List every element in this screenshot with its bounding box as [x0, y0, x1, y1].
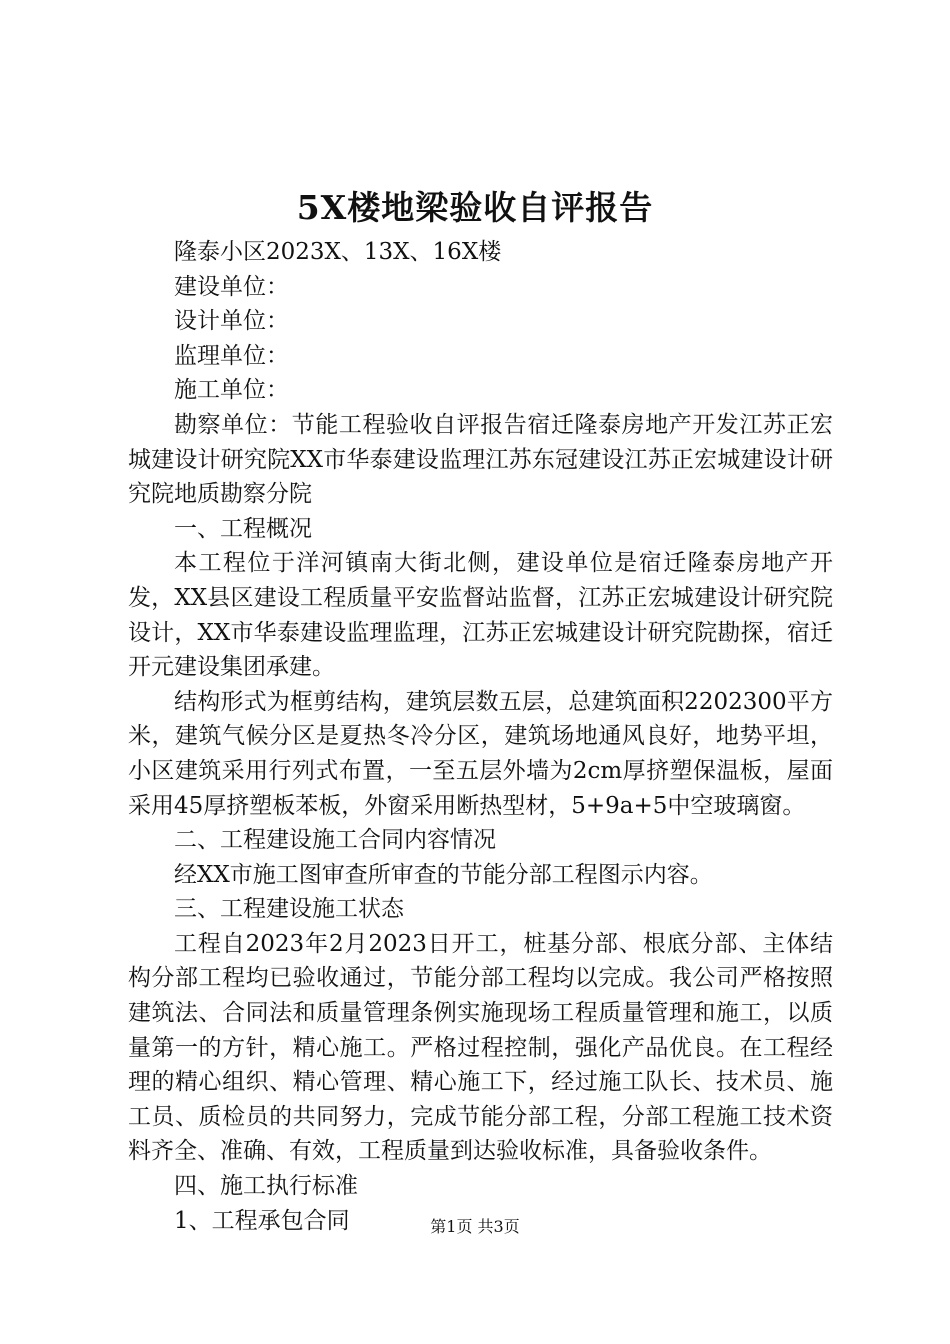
section-heading-standards: 四、施工执行标准 — [174, 1173, 358, 1200]
paragraph-design-unit: 设计单位： — [174, 308, 289, 335]
paragraph-owner-unit: 建设单位： — [174, 273, 289, 300]
section-heading-contract: 二、工程建设施工合同内容情况 — [174, 827, 496, 854]
paragraph-contract: 经XX市施工图审查所审查的节能分部工程图示内容。 — [174, 861, 713, 888]
paragraph-project-name: 隆泰小区2023X、13X、16X楼 — [174, 239, 502, 265]
page-number: 第1页 共3页 — [430, 1217, 520, 1236]
document-title: 5X楼地梁验收自评报告 — [296, 188, 654, 227]
paragraph-supervision-unit: 监理单位： — [174, 342, 289, 369]
paragraph-construction-unit: 施工单位： — [174, 377, 289, 404]
document-body — [128, 235, 833, 1238]
paragraph-overview: 本工程位于洋河镇南大街北侧，建设单位是宿迁隆泰房地产开发，XX县区建设工程质量平安监督站监督，江苏正宏城建设计研究院设计，XX市华泰建设监理监理，江苏正宏城建设计研究院勘探，宿迁开元建设集团承建。 — [128, 550, 833, 681]
paragraph-status: 工程自2023年2月2023日开工，桩基分部、根底分部、主体结构分部工程均已验收通过，节能分部工程均以完成。我公司严格按照建筑法、合同法和质量管理条例实施现场工程质量管理和施工，以质量第一的方针，精心施工。严格过程控制，强化产品优良。在工程经理的精心组织、精心管理、精心施工下，经过施工队长、技术员、施工员、质检员的共同努力，完成节能分部工程，分部工程施工技术资料齐全、准确、有效，工程质量到达验收标准，具备验收条件。 — [128, 930, 833, 1165]
section-heading-overview: 一、工程概况 — [174, 515, 312, 542]
paragraph-structure: 结构形式为框剪结构，建筑层数五层，总建筑面积2202300平方米，建筑气候分区是夏热冬冷分区，建筑场地通风良好，地势平坦，小区建筑采用行列式布置，一至五层外墙为2cm厚挤塑保温板，屋面采用45厚挤塑板苯板，外窗采用断热型材，5+9a+5中空玻璃窗。 — [128, 688, 833, 819]
paragraph-contract-item: 1、工程承包合同 — [174, 1207, 350, 1234]
paragraph-survey-unit: 勘察单位：节能工程验收自评报告宿迁隆泰房地产开发江苏正宏城建设计研究院XX市华泰建设监理江苏东冠建设江苏正宏城建设计研究院地质勘察分院 — [128, 411, 833, 508]
section-heading-status: 三、工程建设施工状态 — [174, 896, 404, 923]
